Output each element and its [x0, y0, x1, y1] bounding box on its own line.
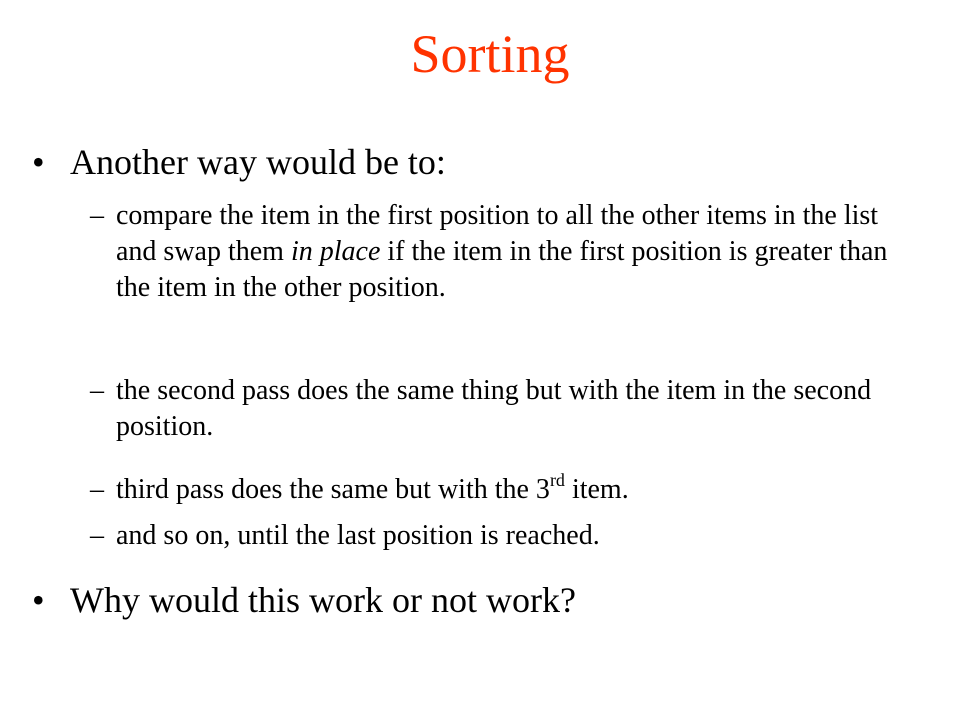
sub-item-text-end: item. — [564, 474, 629, 505]
slide-title: Sorting — [410, 24, 570, 84]
sub-item — [90, 198, 920, 306]
bullet-marker: • — [32, 142, 45, 182]
sub-item — [90, 518, 920, 554]
sub-item-text: the second pass does the same thing but with the item in the second position. — [116, 375, 872, 442]
sub-item-text-start: compare the item in the first position to all the other items in the list and swap them — [116, 200, 879, 267]
bullet-item — [32, 140, 912, 184]
sub-item-text — [116, 472, 920, 508]
sub-item-text-end: if the item in the first position is greater than the item in the other position. — [116, 236, 888, 303]
sub-item — [90, 373, 920, 445]
bullet-text: Why would this work or not work? — [70, 580, 576, 620]
dash-marker: – — [90, 474, 104, 505]
bullet-item — [32, 578, 912, 622]
sub-item-text-start: third pass does the same but with the 3 — [116, 474, 550, 505]
sub-item-text — [116, 198, 920, 306]
bullet-text: Another way would be to: — [70, 142, 446, 182]
dash-marker: – — [90, 375, 104, 406]
emphasis-text: in place — [290, 236, 381, 267]
dash-marker: – — [90, 520, 104, 551]
dash-marker: – — [90, 200, 104, 231]
superscript-text: rd — [549, 470, 565, 490]
sub-item — [90, 472, 920, 508]
bullet-marker: • — [32, 580, 45, 620]
sub-item-text: and so on, until the last position is reached. — [116, 520, 600, 551]
